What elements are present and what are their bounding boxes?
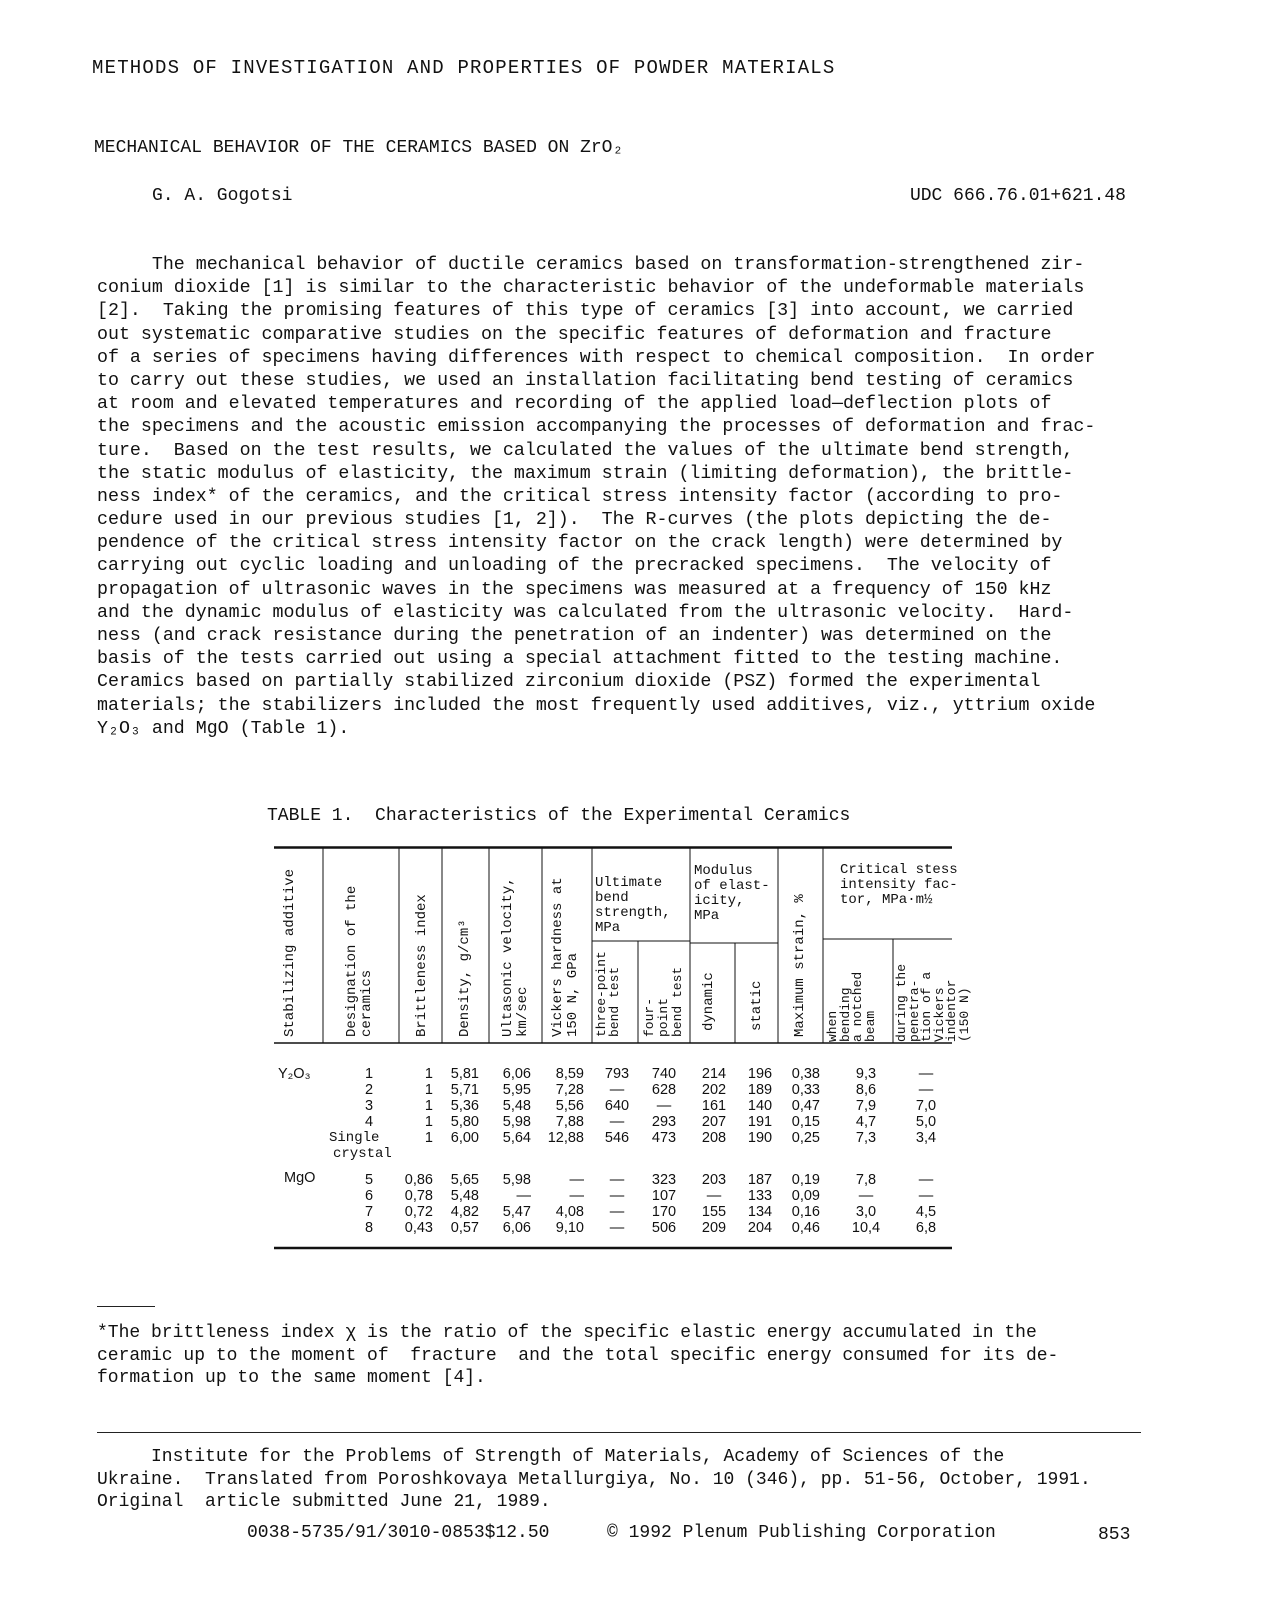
cell-dynamic: 207 [701,1114,727,1130]
header-static: static [749,980,765,1031]
body-line: out systematic comparative studies on the specific features of deformation and fracture [97,324,1052,345]
body-line: conium dioxide [1] is similar to the characteristic behavior of the undeformable materials [97,278,1085,299]
affiliation-rule [97,1432,1141,1433]
cell-density: 5,71 [450,1082,479,1098]
cell-density: 4,82 [450,1204,479,1220]
cell-four-point: — [656,1098,672,1114]
affiliation-line: Institute for the Problems of Strength of Materials, Academy of Sciences of the [97,1447,1005,1467]
cell-static: 140 [747,1098,773,1114]
body-line: at room and elevated temperatures and recording of the applied load—deflection plots of [97,394,1052,415]
cell-brittleness: 0,86 [404,1172,433,1188]
cell-designation: 1 [364,1066,374,1082]
cell-dynamic: 214 [701,1066,727,1082]
cell-indentor: 5,0 [915,1114,937,1130]
header-maximum-strain: Maximum strain, % [792,894,808,1037]
cell-indentor: 6,8 [915,1220,937,1236]
cell-static: 204 [747,1220,773,1236]
header-designation: Designation of the ceramics [344,885,375,1037]
header-dynamic: dynamic [701,972,717,1031]
cell-max-strain: 0,33 [791,1082,820,1098]
cell-ultrasonic: — [516,1188,531,1204]
header-four-point: four- point bend test [642,966,685,1037]
cell-vickers: 12,88 [547,1130,584,1146]
cell-notched: 3,0 [855,1204,877,1220]
cell-vickers: — [569,1188,584,1204]
body-line: basis of the tests carried out using a special attachment fitted to the testing machine. [97,649,1063,670]
header-density: Density, g/cm³ [457,919,473,1037]
article-title: MECHANICAL BEHAVIOR OF THE CERAMICS BASED ON ZrO₂ [94,138,624,158]
cell-dynamic: — [706,1188,722,1204]
cell-three-point: — [609,1204,625,1220]
cell-indentor: — [918,1082,934,1098]
cell-ultrasonic: 5,98 [502,1114,531,1130]
header-ultrasonic-velocity: Ultasonic velocity, km/sec [500,877,531,1037]
body-line: the static modulus of elasticity, the maximum strain (limiting deformation), the brittle- [97,463,1074,484]
body-line: The mechanical behavior of ductile ceramics based on transformation-strengthened zir- [97,255,1085,275]
body-line: materials; the stabilizers included the most frequently used additives, viz., yttrium oxide [97,695,1096,716]
footnote [97,1322,1137,1390]
cell-four-point: 740 [651,1066,677,1082]
cell-density: 0,57 [450,1220,479,1236]
header-vickers-hardness: Vickers hardness at 150 N, GPa [550,877,581,1037]
group-label-y2o3: Y₂O₃ [278,1066,311,1082]
cell-designation: 6 [364,1188,374,1204]
page-number: 853 [1098,1525,1131,1545]
cell-designation-line2: crystal [333,1146,392,1162]
cell-indentor: — [918,1188,934,1204]
cell-three-point: 793 [604,1066,630,1082]
cell-max-strain: 0,46 [791,1220,820,1236]
cell-three-point: — [609,1188,625,1204]
cell-three-point: — [609,1220,625,1236]
cell-designation: 4 [364,1114,374,1130]
cell-brittleness: 1 [424,1130,433,1146]
cell-dynamic: 202 [701,1082,727,1098]
cell-notched: 7,3 [855,1130,877,1146]
body-line: [2]. Taking the promising features of this type of ceramics [3] into account, we carried [97,301,1074,322]
cell-density: 5,80 [450,1114,479,1130]
cell-static: 190 [747,1130,773,1146]
cell-max-strain: 0,19 [791,1172,820,1188]
header-ultimate-bend-strength: Ultimate bend strength, MPa [595,875,671,936]
cell-static: 196 [747,1066,773,1082]
cell-four-point: 107 [651,1188,677,1204]
cell-indentor: 4,5 [915,1204,937,1220]
cell-brittleness: 1 [424,1098,433,1114]
cell-indentor: — [918,1066,934,1082]
cell-max-strain: 0,25 [791,1130,820,1146]
cell-indentor: 7,0 [915,1098,937,1114]
body-line: and the dynamic modulus of elasticity was calculated from the ultrasonic velocity. Hard- [97,602,1074,623]
cell-four-point: 473 [651,1130,677,1146]
footnote-line: *The brittleness index χ is the ratio of the specific elastic energy accumulated in the [97,1323,1037,1343]
header-vickers-indentor: during the penetra- tion of a Vickers indentor (150 N) [894,963,972,1042]
cell-designation: 8 [364,1220,374,1236]
cell-density: 5,81 [450,1066,479,1082]
cell-four-point: 506 [651,1220,677,1236]
cell-three-point: — [609,1172,625,1188]
body-paragraph [97,254,1137,741]
cell-three-point: 640 [604,1098,630,1114]
cell-notched: — [858,1188,874,1204]
cell-brittleness: 0,78 [404,1188,433,1204]
cell-notched: 8,6 [855,1082,877,1098]
cell-notched: 7,9 [855,1098,877,1114]
cell-brittleness: 1 [424,1114,433,1130]
cell-max-strain: 0,16 [791,1204,820,1220]
cell-vickers: 4,08 [555,1204,584,1220]
cell-density: 6,00 [450,1130,479,1146]
author: G. A. Gogotsi [152,186,293,206]
cell-four-point: 628 [651,1082,677,1098]
cell-max-strain: 0,38 [791,1066,820,1082]
footnote-line: ceramic up to the moment of fracture and the total specific energy consumed for its de- [97,1345,1059,1366]
cell-ultrasonic: 5,64 [502,1130,531,1146]
cell-static: 187 [747,1172,773,1188]
body-line: to carry out these studies, we used an installation facilitating bend testing of ceramics [97,370,1074,391]
body-line: carrying out cyclic loading and unloading of the precracked specimens. The velocity of [97,556,1052,577]
cell-designation: 7 [364,1204,374,1220]
header-brittleness-index: Brittleness index [414,894,430,1037]
publication-code: 0038-5735/91/3010-0853$12.50 [247,1523,550,1543]
cell-ultrasonic: 5,48 [502,1098,531,1114]
cell-dynamic: 208 [701,1130,727,1146]
cell-brittleness: 1 [424,1066,433,1082]
header-stabilizing-additive: Stabilizing additive [282,868,298,1037]
cell-three-point: 546 [604,1130,630,1146]
cell-brittleness: 1 [424,1082,433,1098]
body-line: pendence of the critical stress intensity factor on the crack length) were determined by [97,533,1063,554]
cell-dynamic: 161 [701,1098,727,1114]
cell-ultrasonic: 5,95 [502,1082,531,1098]
cell-designation: 2 [364,1082,374,1098]
cell-four-point: 293 [651,1114,677,1130]
group-label-mgo: MgO [284,1170,316,1186]
cell-notched: 7,8 [855,1172,877,1188]
cell-dynamic: 209 [701,1220,727,1236]
body-line: ness index* of the ceramics, and the critical stress intensity factor (according to pro- [97,486,1063,507]
cell-density: 5,48 [450,1188,479,1204]
cell-vickers: 8,59 [555,1066,584,1082]
affiliation-line: Ukraine. Translated from Poroshkovaya Metallurgiya, No. 10 (346), pp. 51-56, October, 1991. [97,1469,1091,1490]
cell-dynamic: 203 [701,1172,727,1188]
cell-static: 189 [747,1082,773,1098]
body-line: cedure used in our previous studies [1, 2]). The R-curves (the plots depicting the de- [97,510,1052,531]
udc-code: UDC 666.76.01+621.48 [909,186,1126,206]
cell-density: 5,65 [450,1172,479,1188]
cell-indentor: — [918,1172,934,1188]
cell-indentor: 3,4 [915,1130,937,1146]
cell-max-strain: 0,15 [791,1114,820,1130]
cell-static: 134 [747,1204,773,1220]
cell-brittleness: 0,72 [404,1204,433,1220]
header-notched-beam: when bending a notched beam [825,971,878,1042]
cell-max-strain: 0,47 [791,1098,820,1114]
body-line: Y₂O₃ and MgO (Table 1). [97,718,350,739]
body-line: of a series of specimens having differences with respect to chemical composition. In order [97,347,1096,368]
series-title: METHODS OF INVESTIGATION AND PROPERTIES OF POWDER MATERIALS [92,57,836,79]
cell-vickers: 5,56 [555,1098,584,1114]
cell-four-point: 170 [651,1204,677,1220]
cell-max-strain: 0,09 [791,1188,820,1204]
cell-designation: 5 [364,1172,374,1188]
cell-designation: Single [329,1130,380,1146]
footnote-line: formation up to the same moment [4]. [97,1368,486,1388]
affiliation [97,1446,1157,1514]
header-critical-stress-intensity: Critical stess intensity fac- tor, MPa·m½ [840,862,958,908]
cell-vickers: 7,28 [555,1082,584,1098]
body-line: the specimens and the acoustic emission accompanying the processes of deformation and frac- [97,417,1096,438]
cell-four-point: 323 [651,1172,677,1188]
copyright: © 1992 Plenum Publishing Corporation [607,1523,996,1543]
cell-designation: 3 [364,1098,374,1114]
body-line: propagation of ultrasonic waves in the specimens was measured at a frequency of 150 kHz [97,579,1052,600]
footnote-rule [97,1306,155,1307]
cell-brittleness: 0,43 [404,1220,433,1236]
cell-ultrasonic: 5,47 [502,1204,531,1220]
cell-ultrasonic: 5,98 [502,1172,531,1188]
cell-static: 133 [747,1188,773,1204]
affiliation-line: Original article submitted June 21, 1989. [97,1492,551,1512]
cell-vickers: 9,10 [555,1220,584,1236]
cell-static: 191 [747,1114,773,1130]
cell-ultrasonic: 6,06 [502,1220,531,1236]
cell-density: 5,36 [450,1098,479,1114]
header-three-point: three-point bend test [594,951,622,1037]
cell-dynamic: 155 [701,1204,727,1220]
cell-notched: 4,7 [855,1114,877,1130]
cell-three-point: — [609,1114,625,1130]
body-line: ture. Based on the test results, we calculated the values of the ultimate bend strength, [97,440,1074,461]
cell-notched: 9,3 [855,1066,877,1082]
header-modulus-of-elasticity: Modulus of elast- icity, MPa [694,863,770,924]
cell-ultrasonic: 6,06 [502,1066,531,1082]
table-caption: TABLE 1. Characteristics of the Experimental Ceramics [267,806,851,826]
body-line: ness (and crack resistance during the penetration of an indenter) was determined on the [97,626,1052,646]
cell-vickers: — [569,1172,584,1188]
body-line: Ceramics based on partially stabilized zirconium dioxide (PSZ) formed the experimental [97,672,1041,693]
cell-three-point: — [609,1082,625,1098]
cell-notched: 10,4 [851,1220,881,1236]
cell-vickers: 7,88 [555,1114,584,1130]
data-table [274,846,972,1251]
